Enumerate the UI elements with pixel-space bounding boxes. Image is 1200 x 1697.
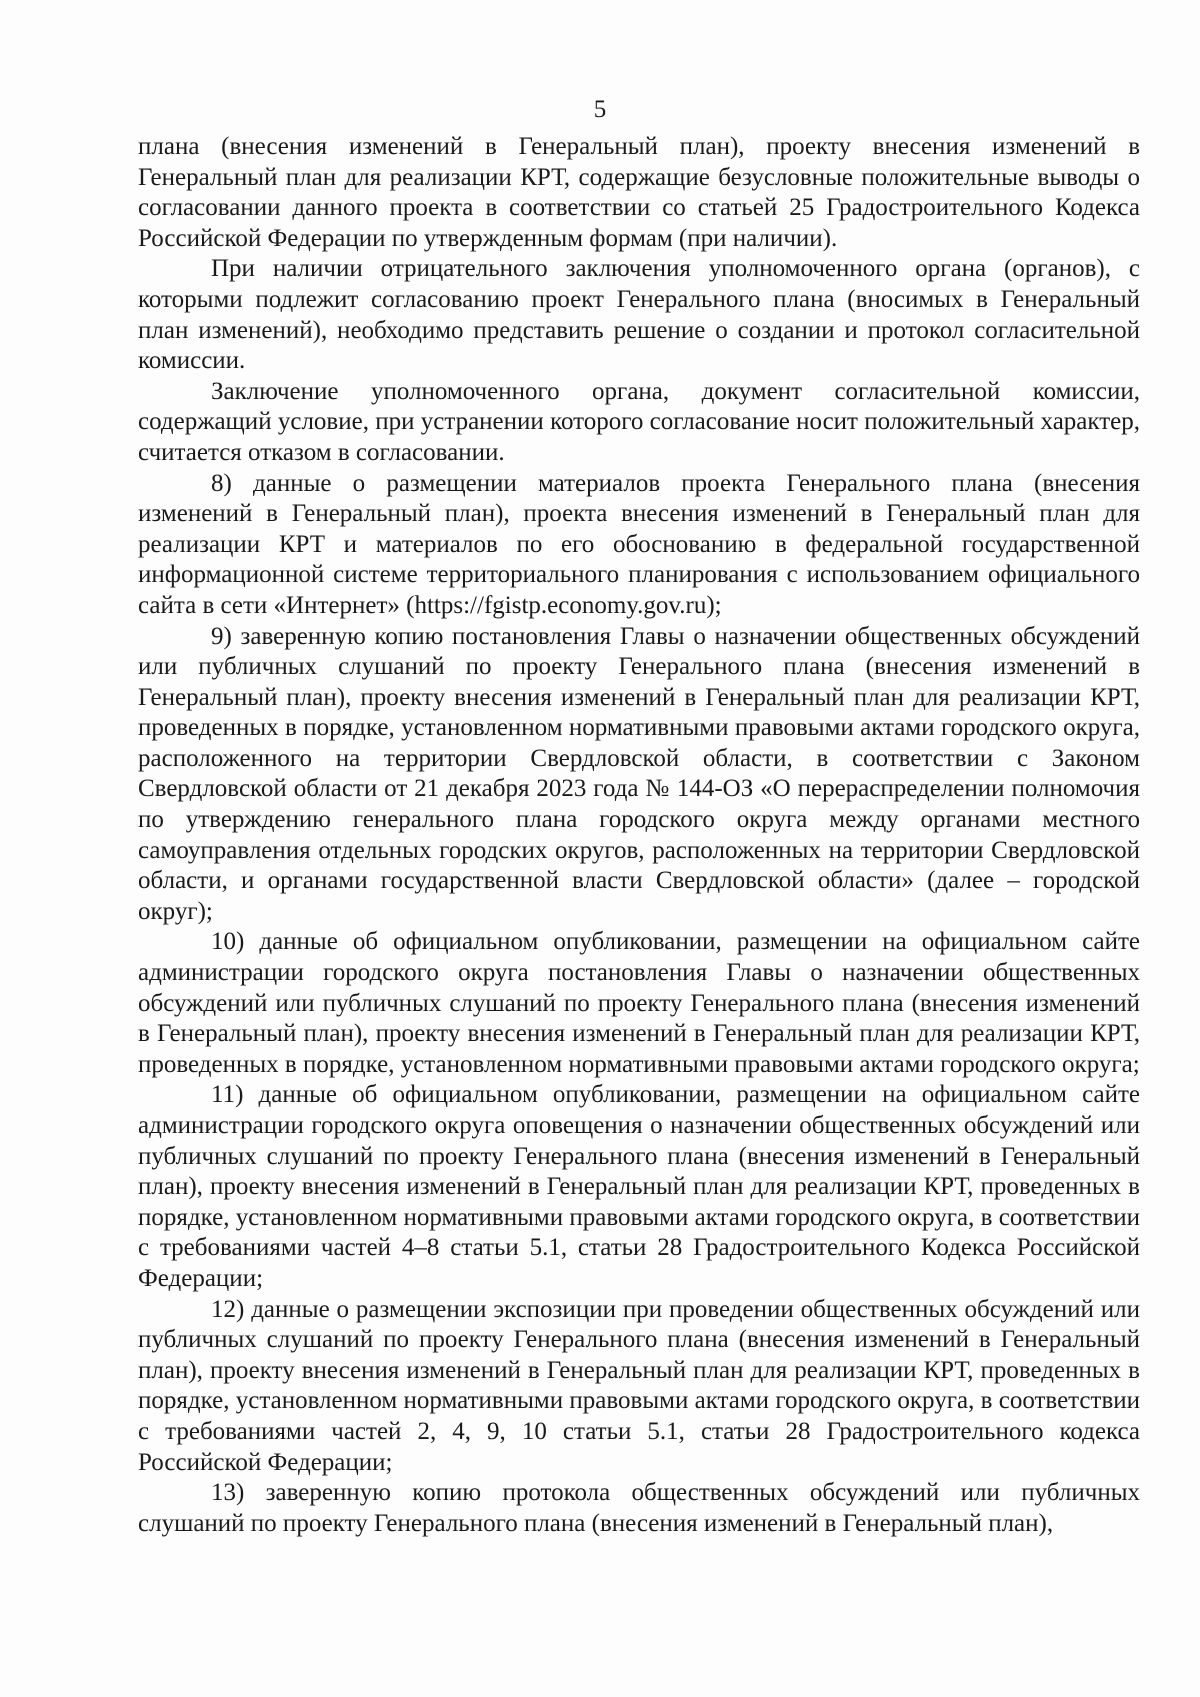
list-item-8: 8) данные о размещении материалов проекта Генерального плана (внесения изменений в Генеральный план), проекта внесения изменений в Генеральный план для реализации КРТ и материалов по его обоснованию в федеральной государственной информационной системе территориального планирования с использованием официального сайта в сети «Интернет» (https://fgistp.economy.gov.ru); [138, 469, 1140, 619]
paragraph-negative-conclusion: При наличии отрицательного заключения уполномоченного органа (органов), с которыми подлежит согласованию проект Генерального плана (вносимых в Генеральный план изменений), необходимо представить решение о создании и протокол согласительной комиссии. [138, 255, 1140, 375]
page-number: 5 [593, 96, 607, 123]
list-item-10: 10) данные об официальном опубликовании, размещении на официальном сайте администрации городского округа постановления Главы о назначении общественных обсуждений или публичных слушаний по проекту Генерального плана (внесения изменений в Генеральный план), проекту внесения изменений в Генеральный план для реализации КРТ, проведенных в порядке, установленном нормативными правовыми актами городского округа; [138, 928, 1140, 1078]
list-item-9: 9) заверенную копию постановления Главы о назначении общественных обсуждений или публичных слушаний по проекту Генерального плана (внесения изменений в Генеральный план), проекту внесения изменений в Генеральный план для реализации КРТ, проведенных в порядке, установленном нормативными правовыми актами городского округа, расположенного на территории Свердловской области, в соответствии с Законом Свердловской области от 21 декабря 2023 года № 144-ОЗ «О перераспределении полномочия по утверждению генерального плана городского округа между органами местного самоуправления отдельных городских округов, расположенных на территории Свердловской области, и органами государственной власти Свердловской области» (далее – городской округ); [138, 622, 1140, 925]
list-item-13: 13) заверенную копию протокола общественных обсуждений или публичных слушаний по проекту Генерального плана (внесения изменений в Генеральный план), [138, 1479, 1140, 1537]
list-item-12: 12) данные о размещении экспозиции при проведении общественных обсуждений или публичных слушаний по проекту Генерального плана (внесения изменений в Генеральный план), проекту внесения изменений в Генеральный план для реализации КРТ, проведенных в порядке, установленном нормативными правовыми актами городского округа, в соответствии с требованиями частей 2, 4, 9, 10 статьи 5.1, статьи 28 Градостроительного кодекса Российской Федерации; [138, 1295, 1140, 1476]
paragraph-conclusion-condition: Заключение уполномоченного органа, документ согласительной комиссии, содержащий условие, при устранении которого согласование носит положительный характер, считается отказом в согласовании. [138, 377, 1140, 466]
list-item-11: 11) данные об официальном опубликовании, размещении на официальном сайте администрации городского округа оповещения о назначении общественных обсуждений или публичных слушаний по проекту Генерального плана (внесения изменений в Генеральный план), проекту внесения изменений в Генеральный план для реализации КРТ, проведенных в порядке, установленном нормативными правовыми актами городского округа, в соответствии с требованиями частей 4–8 статьи 5.1, статьи 28 Градостроительного Кодекса Российской Федерации; [138, 1081, 1140, 1292]
document-body [138, 132, 1140, 1539]
paragraph-continuation: плана (внесения изменений в Генеральный план), проекту внесения изменений в Генеральный план для реализации КРТ, содержащие безусловные положительные выводы о согласовании данного проекта в соответствии со статьей 25 Градостроительного Кодекса Российской Федерации по утвержденным формам (при наличии). [138, 133, 1140, 252]
